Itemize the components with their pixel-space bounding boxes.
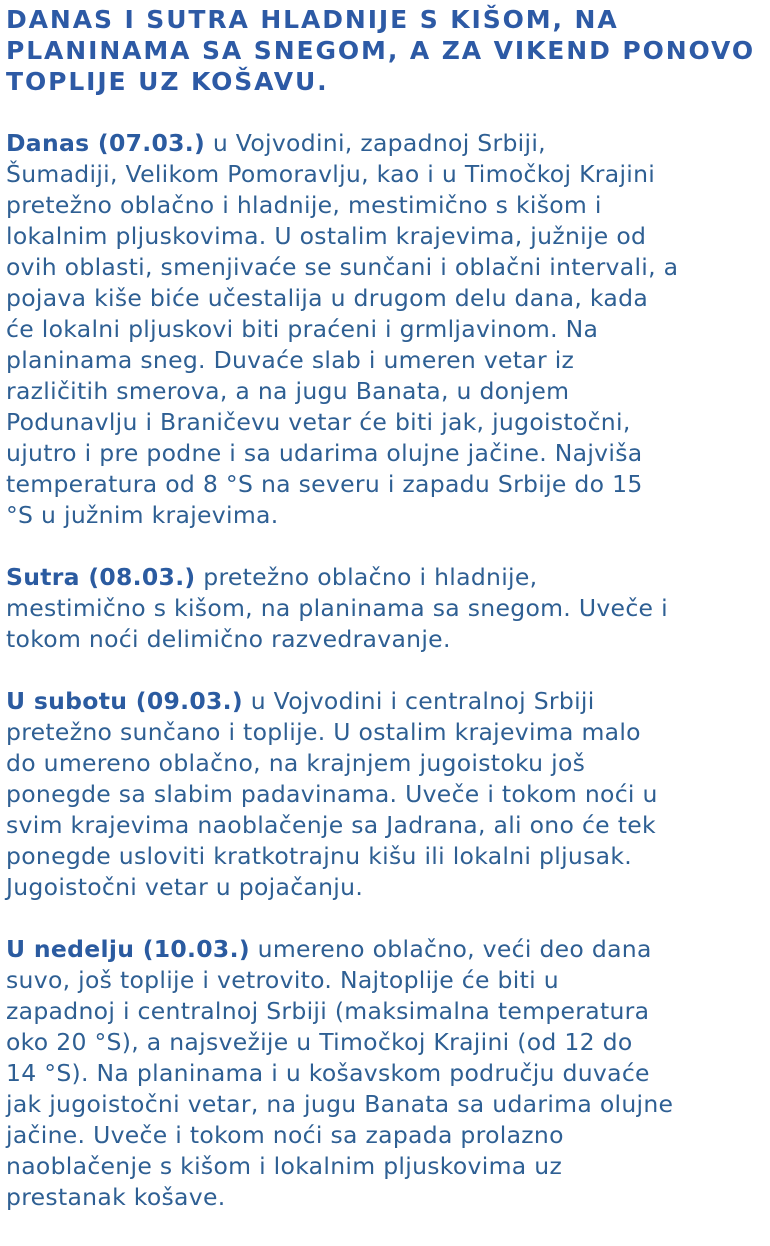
forecast-today-lead: Danas (07.03.) xyxy=(6,129,206,157)
forecast-sunday-text: umereno oblačno, veći deo dana suvo, još toplije i vetrovito. Najtoplije će biti u zapadnoj i centralnoj Srbiji (maksimalna temperatura oko 20 °S), a najsvežije u Timočkoj Krajini (od 12 do 14 °S). Na planinama i u košavskom području duvaće jak jugoistočni vetar, na jugu Banata sa udarima olujne jačine. Uveče i tokom noći sa zapada prolazno naoblačenje s kišom i lokalnim pljuskovima uz prestanak košave. xyxy=(6,935,674,1211)
forecast-sunday-lead: U nedelju (10.03.) xyxy=(6,935,250,963)
forecast-saturday xyxy=(6,686,770,903)
headline: DANAS I SUTRA HLADNIJE S KIŠOM, NA PLANINAMA SA SNEGOM, A ZA VIKEND PONOVO TOPLIJE UZ KOŠAVU. xyxy=(6,5,755,96)
forecast-sunday xyxy=(6,934,770,1213)
forecast-today xyxy=(6,128,770,531)
forecast-tomorrow-text: pretežno oblačno i hladnije, mestimično s kišom, na planinama sa snegom. Uveče i tokom noći delimično razvedravanje. xyxy=(6,563,668,653)
forecast-today-text: u Vojvodini, zapadnoj Srbiji, Šumadiji, Velikom Pomoravlju, kao i u Timočkoj Krajini pretežno oblačno i hladnije, mestimično s kišom i lokalnim pljuskovima. U ostalim krajevima, južnije od ovih oblasti, smenjivaće se sunčani i oblačni intervali, a pojava kiše biće učestalija u drugom delu dana, kada će lokalni pljuskovi biti praćeni i grmljavinom. Na planinama sneg. Duvaće slab i umeren vetar iz različitih smerova, a na jugu Banata, u donjem Podunavlju i Braničevu vetar će biti jak, jugoistočni, ujutro i pre podne i sa udarima olujne jačine. Najviša temperatura od 8 °S na severu i zapadu Srbije do 15 °S u južnim krajevima. xyxy=(6,129,679,529)
forecast-tomorrow-lead: Sutra (08.03.) xyxy=(6,563,196,591)
forecast-tomorrow xyxy=(6,562,770,655)
forecast-saturday-lead: U subotu (09.03.) xyxy=(6,687,243,715)
forecast-saturday-text: u Vojvodini i centralnoj Srbiji pretežno sunčano i toplije. U ostalim krajevima malo do umereno oblačno, na krajnjem jugoistoku još ponegde sa slabim padavinama. Uveče i tokom noći u svim krajevima naoblačenje sa Jadrana, ali ono će tek ponegde usloviti kratkotrajnu kišu ili lokalni pljusak. Jugoistočni vetar u pojačanju. xyxy=(6,687,658,901)
